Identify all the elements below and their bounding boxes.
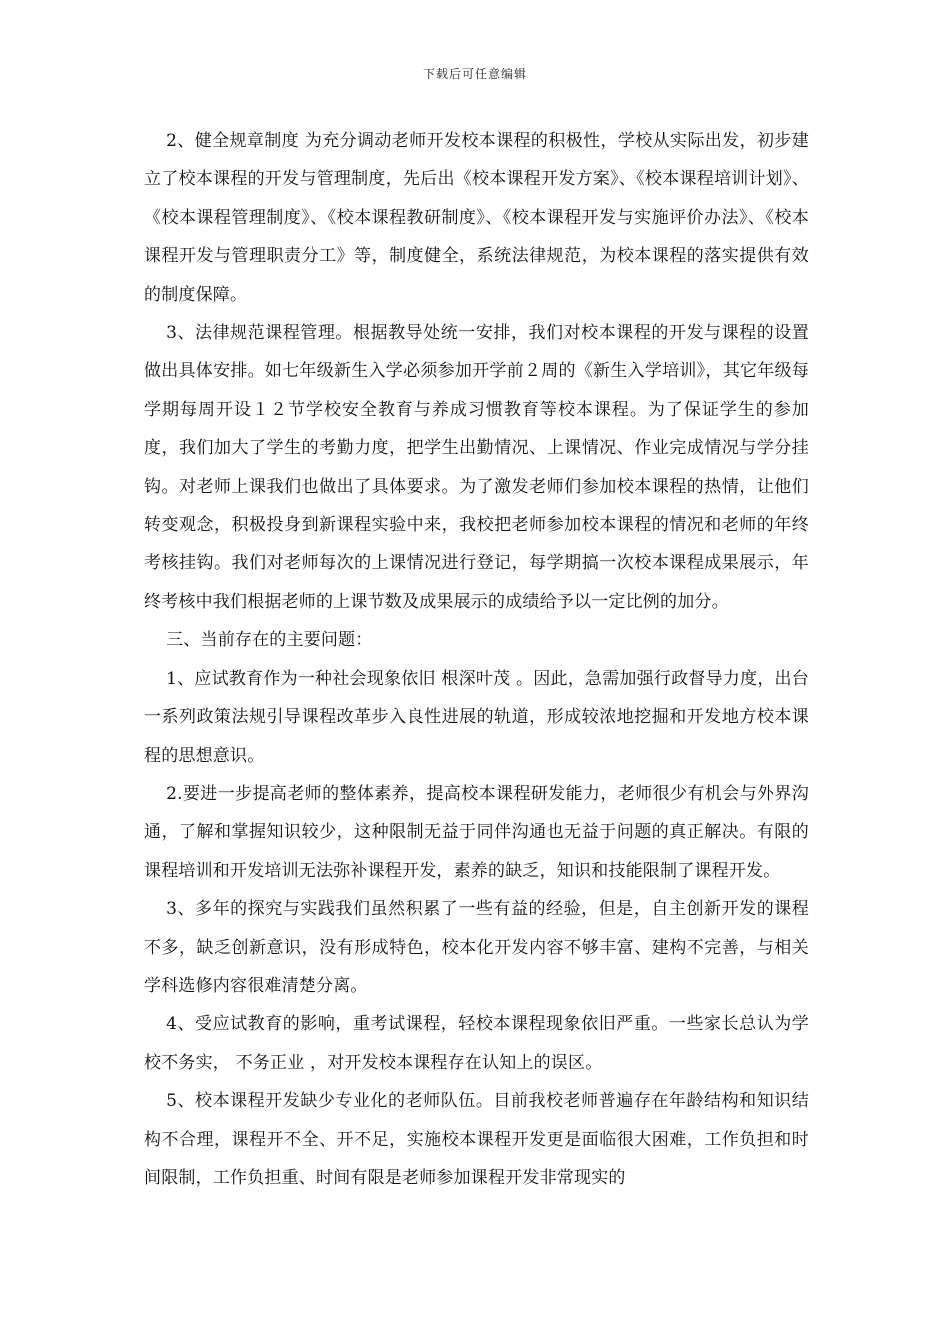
paragraph-problem-4: 4、受应试教育的影响，重考试课程，轻校本课程现象依旧严重。一些家长总认为学校不务实， 不务正业 ，对开发校本课程存在认知上的误区。 xyxy=(144,1014,809,1073)
paragraph-problem-1: 1、应试教育作为一种社会现象依旧 根深叶茂 。因此，急需加强行政督导力度，出台一系列政策法规引导课程改革步入良性进展的轨道，形成较浓地挖掘和开发地方校本课程的思想意识。 xyxy=(144,668,809,766)
paragraph-course-management: 3、法律规范课程管理。根据教导处统一安排，我们对校本课程的开发与课程的设置做出具体安排。如七年级新生入学必须参加开学前２周的《新生入学培训》，其它年级每学期每周开设１２节学校安全教育与养成习惯教育等校本课程。为了保证学生的参加度，我们加大了学生的考勤力度，把学生出勤情况、上课情况、作业完成情况与学分挂钩。对老师上课我们也做出了具体要求。为了激发老师们参加校本课程的热情，让他们转变观念，积极投身到新课程实验中来，我校把老师参加校本课程的情况和老师的年终考核挂钩。我们对老师每次的上课情况进行登记，每学期搞一次校本课程成果展示，年终考核中我们根据老师的上课节数及成果展示的成绩给予以一定比例的加分。 xyxy=(144,323,809,612)
paragraph-rules-system: 2、健全规章制度 为充分调动老师开发校本课程的积极性，学校从实际出发，初步建立了校本课程的开发与管理制度，先后出《校本课程开发方案》、《校本课程培训计划》、《校本课程管理制度》、《校本课程教研制度》、《校本课程开发与实施评价办法》、《校本课程开发与管理职责分工》等，制度健全，系统法律规范，为校本课程的落实提供有效的制度保障。 xyxy=(144,131,809,305)
page-header: 下载后可任意编辑 xyxy=(422,67,527,81)
document-body xyxy=(144,122,809,1197)
paragraph-problem-2: 2.要进一步提高老师的整体素养，提高校本课程研发能力，老师很少有机会与外界沟通，了解和掌握知识较少，这种限制无益于同伴沟通也无益于问题的真正解决。有限的课程培训和开发培训无法弥补课程开发，素养的缺乏，知识和技能限制了课程开发。 xyxy=(144,783,809,881)
section-heading-main-problems: 三、当前存在的主要问题： xyxy=(166,630,373,651)
paragraph-problem-3: 3、多年的探究与实践我们虽然积累了一些有益的经验，但是，自主创新开发的课程不多，缺乏创新意识，没有形成特色，校本化开发内容不够丰富、建构不完善，与相关学科选修内容很难清楚分离。 xyxy=(144,899,809,996)
paragraph-problem-5: 5、校本课程开发缺少专业化的老师队伍。目前我校老师普遍存在年龄结构和知识结构不合理，课程开不全、开不足，实施校本课程开发更是面临很大困难，工作负担和时间限制，工作负担重、时间有限是老师参加课程开发非常现实的 xyxy=(144,1091,809,1188)
